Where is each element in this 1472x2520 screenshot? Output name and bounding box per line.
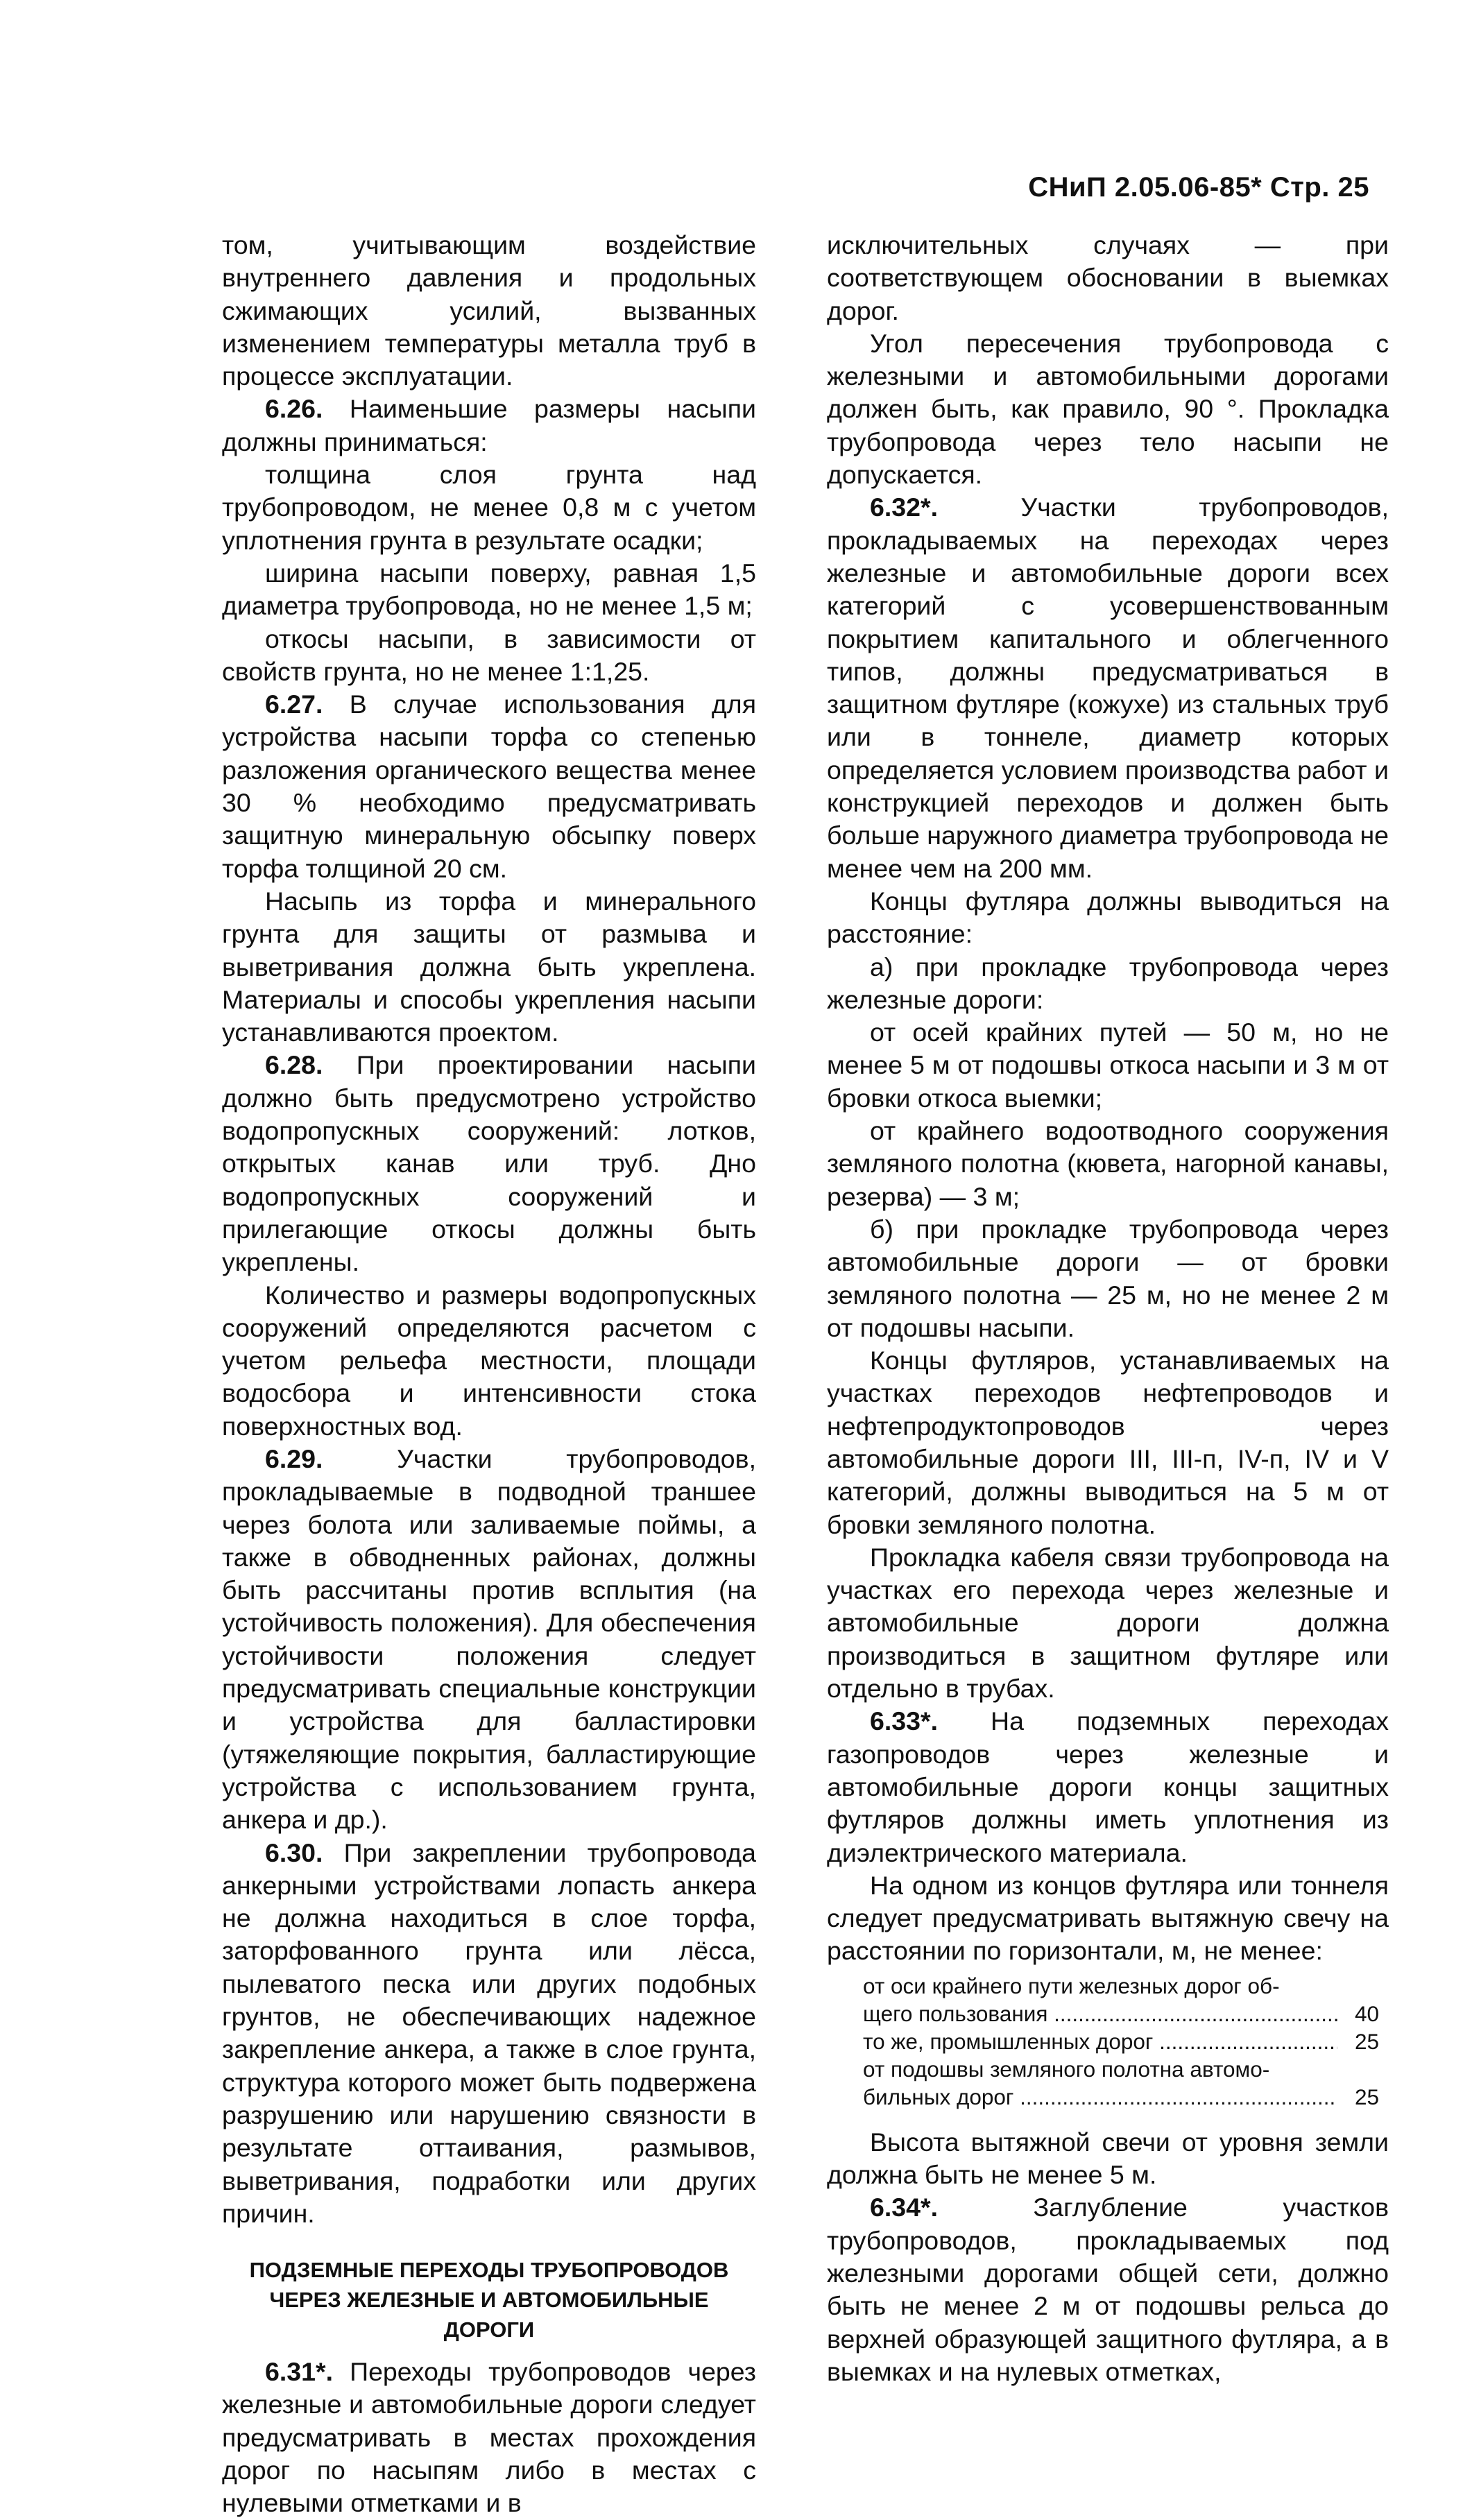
- distance-list: [827, 1972, 1389, 2111]
- clause-number: 6.32*.: [870, 492, 938, 522]
- distance-value: 40: [1354, 2000, 1379, 2026]
- clause-text: Наименьшие размеры насыпи должны приниматься:: [222, 394, 756, 456]
- clause-text: При проектировании насыпи должно быть предусмотрено устройство водопропускных сооружений: лотков, открытых канав или труб. Дно водопропускных сооружений и прилегающие откосы должны быть укреплены.: [222, 1050, 756, 1277]
- clause-6-34: [827, 2191, 1389, 2388]
- right-column: [827, 229, 1389, 2388]
- distance-label-line: от оси крайнего пути железных дорог об-: [863, 1973, 1280, 1998]
- distance-item: [827, 1972, 1389, 2028]
- paragraph: толщина слоя грунта над трубопроводом, не менее 0,8 м с учетом уплотнения грунта в результате осадки;: [222, 460, 756, 555]
- distance-row: [863, 2083, 1389, 2111]
- distance-item: [827, 2055, 1389, 2111]
- page-header: СНиП 2.05.06-85* Стр. 25: [1028, 172, 1369, 203]
- distance-label: то же, промышленных дорог .....: [863, 2028, 1337, 2055]
- clause-text: Заглубление участков трубопроводов, прокладываемых под железными дорогами общей сети, должно быть не менее 2 м от подошвы рельса до верхней образующей защитного футляра, а в выемках и на нулевых отметках,: [827, 2193, 1389, 2386]
- left-column: [222, 229, 756, 2520]
- clause-text: Участки трубопроводов, прокладываемые в подводной траншее через болота или заливаемые поймы, а также в обводненных районах, должны быть рассчитаны против всплытия (на устойчивость положения). Для обеспечения устойчивости положения следует предусматривать специальные конструкции и устройства для балластировки (утяжеляющие покрытия, балластирующие устройства с использованием грунта, анкера и др.).: [222, 1443, 757, 1835]
- paragraph: Прокладка кабеля связи трубопровода на участках его перехода через железные и автомобильные дороги должна производиться в защитном футляре или отдельно в трубах.: [827, 1542, 1389, 1704]
- distance-row: [863, 2028, 1389, 2055]
- distance-value: 25: [1354, 2084, 1379, 2109]
- paragraph: от крайнего водоотводного сооружения земляного полотна (кювета, нагорной канавы, резерва) — 3 м;: [827, 1116, 1389, 1211]
- paragraph: том, учитывающим воздействие внутреннего давления и продольных сжимающих усилий, вызванных изменением температуры металла труб в процессе эксплуатации.: [222, 230, 756, 391]
- paragraph: Концы футляров, устанавливаемых на участках переходов нефтепроводов и нефтепродуктопроводов через автомобильные дороги III, III-п, IV-п, IV и V категорий, должны выводиться на 5 м от бровки земляного полотна.: [827, 1346, 1389, 1539]
- clause-text: Участки трубопроводов, прокладываемых на переходах через железные и автомобильные дороги всех категорий с усовершенствованным покрытием капитального и облегченного типов, должны предусматриваться в защитном футляре (кожухе) из стальных труб или в тоннеле, диаметр которых определяется условием производства работ и конструкцией переходов и должен быть больше наружного диаметра трубопровода не менее чем на 200 мм.: [827, 492, 1389, 883]
- section-heading-line: ПОДЗЕМНЫЕ ПЕРЕХОДЫ ТРУБОПРОВОДОВ: [249, 2258, 729, 2283]
- paragraph: На одном из концов футляра или тоннеля следует предусматривать вытяжную свечу на расстоянии по горизонтали, м, не менее:: [827, 1870, 1389, 1966]
- clause-number: 6.34*.: [870, 2193, 938, 2222]
- paragraph: откосы насыпи, в зависимости от свойств грунта, но не менее 1:1,25.: [222, 624, 756, 686]
- clause-text: В случае использования для устройства насыпи торфа со степенью разложения органического вещества менее 30 % необходимо предусматривать защитную минеральную обсыпку поверх торфа толщиной 20 см.: [222, 689, 756, 883]
- section-heading-line: ЧЕРЕЗ ЖЕЛЕЗНЫЕ И АВТОМОБИЛЬНЫЕ ДОРОГИ: [269, 2288, 709, 2342]
- distance-label-line: от подошвы земляного полотна автомо-: [863, 2056, 1270, 2082]
- distance-label: бильных дорог .....: [863, 2083, 1337, 2111]
- clause-6-28: [222, 1049, 756, 1278]
- clause-6-33: [827, 1705, 1389, 1869]
- distance-item: [827, 2028, 1389, 2055]
- clause-number: 6.26.: [265, 394, 323, 424]
- paragraph: б) при прокладке трубопровода через автомобильные дороги — от бровки земляного полотна — 25 м, но не менее 2 м от подошвы насыпи.: [827, 1214, 1389, 1342]
- clause-6-26: [222, 393, 756, 458]
- distance-value: 25: [1354, 2028, 1379, 2054]
- section-heading: [222, 2255, 756, 2345]
- clause-6-31: [222, 2356, 756, 2519]
- paragraph: Насыпь из торфа и минерального грунта для защиты от размыва и выветривания должна быть укреплена. Материалы и способы укрепления насыпи устанавливаются проектом.: [222, 886, 756, 1047]
- paragraph: Количество и размеры водопропускных сооружений определяются расчетом с учетом рельефа местности, площади водосбора и интенсивности стока поверхностных вод.: [222, 1280, 756, 1441]
- clause-number: 6.33*.: [870, 1706, 938, 1736]
- paragraph: ширина насыпи поверху, равная 1,5 диаметра трубопровода, но не менее 1,5 м;: [222, 558, 756, 621]
- clause-6-32: [827, 491, 1389, 885]
- paragraph: Угол пересечения трубопровода с железными и автомобильными дорогами должен быть, как правило, 90 °. Прокладка трубопровода через тело насыпи не допускается.: [827, 328, 1389, 490]
- distance-row: [863, 2000, 1389, 2028]
- clause-number: 6.29.: [265, 1443, 323, 1473]
- clause-text: При закреплении трубопровода анкерными устройствами лопасть анкера не должна находиться в слое торфа, заторфованного грунта или лёсса, пылеватого песка или других подобных грунтов, не обеспечивающих надежное закрепление анкера, а также в слое грунта, структура которого может быть подвержена разрушению или нарушению связности в результате оттаивания, размывов, выветривания, подработки или других причин.: [222, 1837, 757, 2228]
- distance-label: щего пользования .....: [863, 2000, 1337, 2028]
- paragraph: а) при прокладке трубопровода через железные дороги:: [827, 952, 1389, 1014]
- paragraph: Концы футляра должны выводиться на расстояние:: [827, 886, 1389, 949]
- clause-6-30: [222, 1837, 756, 2231]
- clause-6-29: [222, 1443, 756, 1837]
- clause-text: Переходы трубопроводов через железные и автомобильные дороги следует предусматривать в местах прохождения дорог по насыпям либо в местах с нулевыми отметками и в: [222, 2357, 757, 2518]
- paragraph: исключительных случаях — при соответствующем обосновании в выемках дорог.: [827, 230, 1389, 325]
- clause-number: 6.28.: [265, 1050, 323, 1080]
- clause-6-27: [222, 688, 756, 885]
- paragraph: Высота вытяжной свечи от уровня земли должна быть не менее 5 м.: [827, 2127, 1389, 2190]
- clause-number: 6.27.: [265, 689, 323, 719]
- clause-number: 6.31*.: [265, 2357, 333, 2387]
- clause-text: На подземных переходах газопроводов через железные и автомобильные дороги концы защитных футляров должны иметь уплотнения из диэлектрического материала.: [827, 1706, 1389, 1867]
- paragraph: от осей крайних путей — 50 м, но не менее 5 м от подошвы откоса насыпи и 3 м от бровки откоса выемки;: [827, 1018, 1389, 1113]
- clause-number: 6.30.: [265, 1837, 323, 1867]
